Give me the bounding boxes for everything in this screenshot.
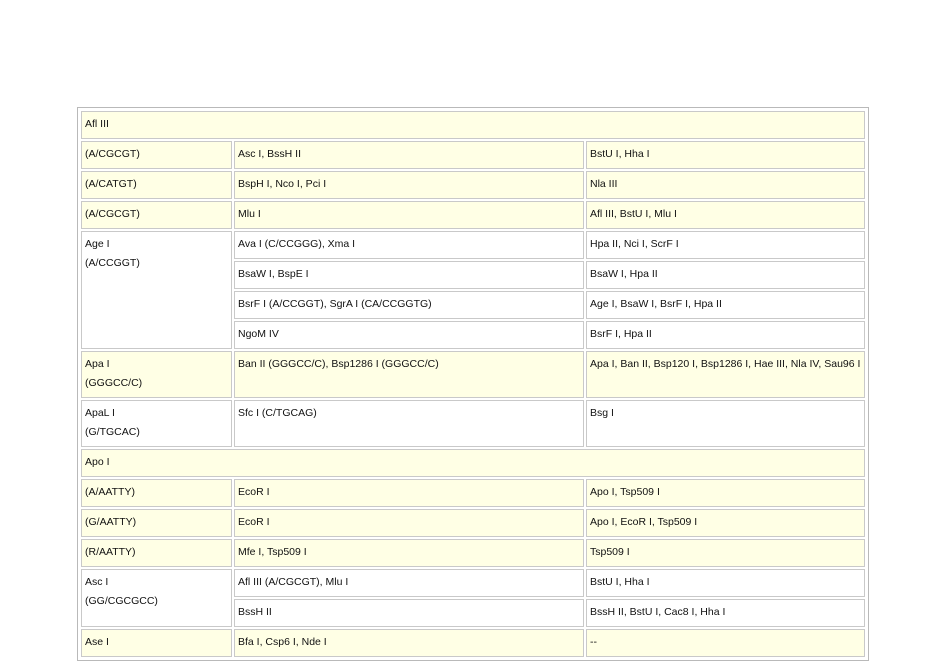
table-row bbox=[81, 171, 865, 199]
enzyme-site-cell bbox=[81, 479, 232, 507]
enzyme-site-cell bbox=[81, 141, 232, 169]
related-enzymes-cell: Hpa II, Nci I, ScrF I bbox=[586, 231, 865, 259]
enzyme-site-line: (A/CATGT) bbox=[85, 178, 137, 190]
enzyme-site-cell bbox=[81, 400, 232, 447]
table-row bbox=[81, 629, 865, 657]
table-row bbox=[81, 449, 865, 477]
related-enzymes-cell: Afl III, BstU I, Mlu I bbox=[586, 201, 865, 229]
isoschizomer-cell: BssH II bbox=[234, 599, 584, 627]
isoschizomer-cell: Sfc I (C/TGCAG) bbox=[234, 400, 584, 447]
enzyme-site-cell bbox=[81, 569, 232, 627]
related-enzymes-cell: Nla III bbox=[586, 171, 865, 199]
related-enzymes-cell: BstU I, Hha I bbox=[586, 569, 865, 597]
isoschizomer-cell: EcoR I bbox=[234, 509, 584, 537]
table-row bbox=[81, 351, 865, 398]
related-enzymes-cell: BsrF I, Hpa II bbox=[586, 321, 865, 349]
enzyme-site-line: Ase I bbox=[85, 636, 109, 648]
enzyme-site-cell bbox=[81, 171, 232, 199]
related-enzymes-cell: Bsg I bbox=[586, 400, 865, 447]
enzyme-site-line: (R/AATTY) bbox=[85, 546, 136, 558]
related-enzymes-cell: Apa I, Ban II, Bsp120 I, Bsp1286 I, Hae III, Nla IV, Sau96 I bbox=[586, 351, 865, 398]
enzyme-site-cell bbox=[81, 201, 232, 229]
enzyme-site-line: (A/CCGGT) bbox=[85, 257, 140, 269]
enzyme-site-line: Asc I bbox=[85, 576, 109, 588]
enzyme-site-line: (G/AATTY) bbox=[85, 516, 137, 528]
isoschizomer-cell: Afl III (A/CGCGT), Mlu I bbox=[234, 569, 584, 597]
isoschizomer-cell: BspH I, Nco I, Pci I bbox=[234, 171, 584, 199]
related-enzymes-cell: BstU I, Hha I bbox=[586, 141, 865, 169]
table-row bbox=[81, 111, 865, 139]
table-row bbox=[81, 539, 865, 567]
enzyme-site-line: (GG/CGCGCC) bbox=[85, 595, 158, 607]
isoschizomer-cell: Mfe I, Tsp509 I bbox=[234, 539, 584, 567]
isoschizomer-cell: BsrF I (A/CCGGT), SgrA I (CA/CCGGTG) bbox=[234, 291, 584, 319]
related-enzymes-cell: Tsp509 I bbox=[586, 539, 865, 567]
enzyme-site-cell bbox=[81, 629, 232, 657]
table-row bbox=[81, 141, 865, 169]
enzyme-site-line: (A/CGCGT) bbox=[85, 208, 140, 220]
isoschizomer-cell: Asc I, BssH II bbox=[234, 141, 584, 169]
isoschizomer-cell: NgoM IV bbox=[234, 321, 584, 349]
table-row bbox=[81, 400, 865, 447]
isoschizomer-cell: Ava I (C/CCGGG), Xma I bbox=[234, 231, 584, 259]
related-enzymes-cell: -- bbox=[586, 629, 865, 657]
related-enzymes-cell: Apo I, EcoR I, Tsp509 I bbox=[586, 509, 865, 537]
table-row bbox=[81, 569, 865, 597]
table-row bbox=[81, 201, 865, 229]
enzyme-site-cell bbox=[81, 509, 232, 537]
related-enzymes-cell: Apo I, Tsp509 I bbox=[586, 479, 865, 507]
enzyme-site-cell bbox=[81, 539, 232, 567]
enzyme-site-line: Age I bbox=[85, 238, 110, 250]
enzyme-site-line: (A/CGCGT) bbox=[85, 148, 140, 160]
table-row bbox=[81, 509, 865, 537]
table-row bbox=[81, 479, 865, 507]
table-row bbox=[81, 231, 865, 259]
isoschizomer-cell: Bfa I, Csp6 I, Nde I bbox=[234, 629, 584, 657]
related-enzymes-cell: BssH II, BstU I, Cac8 I, Hha I bbox=[586, 599, 865, 627]
related-enzymes-cell: Age I, BsaW I, BsrF I, Hpa II bbox=[586, 291, 865, 319]
enzyme-site-line: (GGGCC/C) bbox=[85, 377, 143, 389]
enzyme-site-line: ApaL I bbox=[85, 407, 115, 419]
enzyme-site-line: (G/TGCAC) bbox=[85, 426, 140, 438]
isoschizomer-cell: EcoR I bbox=[234, 479, 584, 507]
enzyme-site-line: Apa I bbox=[85, 358, 110, 370]
isoschizomer-cell: Ban II (GGGCC/C), Bsp1286 I (GGGCC/C) bbox=[234, 351, 584, 398]
enzyme-site-cell bbox=[81, 231, 232, 349]
section-header-cell: Apo I bbox=[81, 449, 865, 477]
section-header-cell: Afl III bbox=[81, 111, 865, 139]
related-enzymes-cell: BsaW I, Hpa II bbox=[586, 261, 865, 289]
isoschizomer-cell: Mlu I bbox=[234, 201, 584, 229]
enzyme-site-line: (A/AATTY) bbox=[85, 486, 135, 498]
enzyme-table-body bbox=[81, 111, 865, 657]
enzyme-site-cell bbox=[81, 351, 232, 398]
isoschizomer-cell: BsaW I, BspE I bbox=[234, 261, 584, 289]
enzyme-table bbox=[77, 107, 869, 661]
